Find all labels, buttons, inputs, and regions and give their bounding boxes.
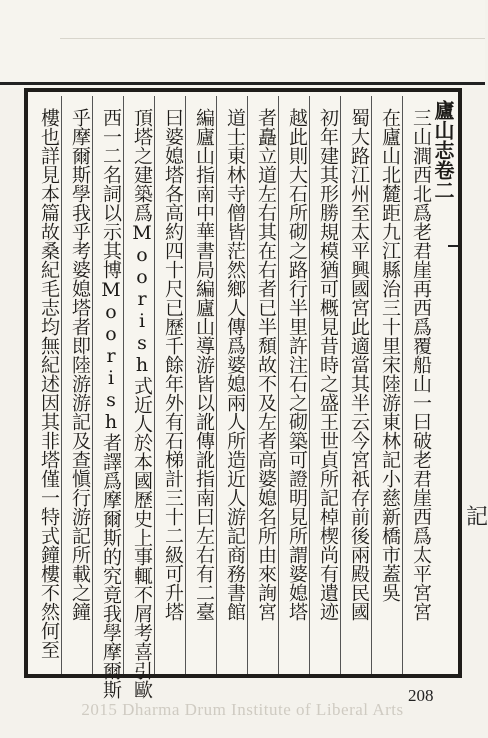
text-column: 越此則大石所砌之路行半里許注石之砌築可證明見所謂婆媳塔: [286, 108, 308, 621]
text-column: 三山澗西北爲老君崖再西爲覆船山一曰破老君崖西爲太平宮宮: [410, 108, 432, 621]
header-rule: [0, 82, 485, 85]
volume-label: 卷二: [431, 160, 455, 200]
column-divider: [371, 96, 372, 674]
book-title-text: 廬山志: [431, 100, 455, 160]
text-column: 蜀大路江州至太平興國宮此適當其半云今宮祇存前後兩殿民國: [348, 108, 370, 621]
header-strip: [0, 0, 485, 88]
title-decoration: [448, 245, 458, 247]
column-divider: [154, 96, 155, 674]
text-column: 編廬山指南中華書局編廬山導游皆以訛傳訛指南曰左右有二臺: [193, 108, 215, 621]
column-divider: [61, 96, 62, 674]
column-divider: [216, 96, 217, 674]
column-divider: [309, 96, 310, 674]
header-faint-rule: [60, 38, 485, 39]
text-column: 初年建其形勝規模猶可概見昔時之盛王世貞所記棹楔尚有遺迹: [317, 108, 339, 621]
column-divider: [402, 96, 403, 674]
text-column: 在廬山北麓距九江縣治三十里宋陸游東林記小慈新橋市蓋吳: [379, 108, 401, 602]
watermark: 2015 Dharma Drum Institute of Liberal Arts: [81, 700, 404, 719]
text-column: 乎摩爾斯學我乎考婆媳塔者即陸游游記及查愼行游記所載之鐘: [69, 108, 91, 621]
column-divider: [340, 96, 341, 674]
text-column: 者矗立道左右其在右者已半頹故不及左者高婆媳名所由來詢宮: [255, 108, 277, 621]
text-column: 樓也詳見本篇故桑紀毛志均無紀述因其非塔僅一特式鐘樓不然何至: [38, 108, 60, 659]
column-divider: [123, 96, 124, 674]
column-divider: [92, 96, 93, 674]
column-divider: [247, 96, 248, 674]
column-divider: [278, 96, 279, 674]
text-column: 曰婆媳塔各高約四十尺已歷千餘年外有石梯計三十二級可升塔: [162, 108, 184, 621]
column-divider: [185, 96, 186, 674]
book-title: [431, 100, 458, 260]
text-column: 頂塔之建築爲Moorish式近人於本國歷史上事輒不屑考喜引歐: [131, 108, 153, 699]
page-number: 208: [408, 686, 434, 705]
text-column: 西一二名詞以示其博Moorish者譯爲摩爾斯的究竟我學摩爾斯: [100, 108, 122, 699]
edge-glyph: 記: [466, 505, 488, 530]
text-column: 道士東林寺僧皆茫然鄉人傳爲婆媳兩人所造近人游記商務書館: [224, 108, 246, 621]
